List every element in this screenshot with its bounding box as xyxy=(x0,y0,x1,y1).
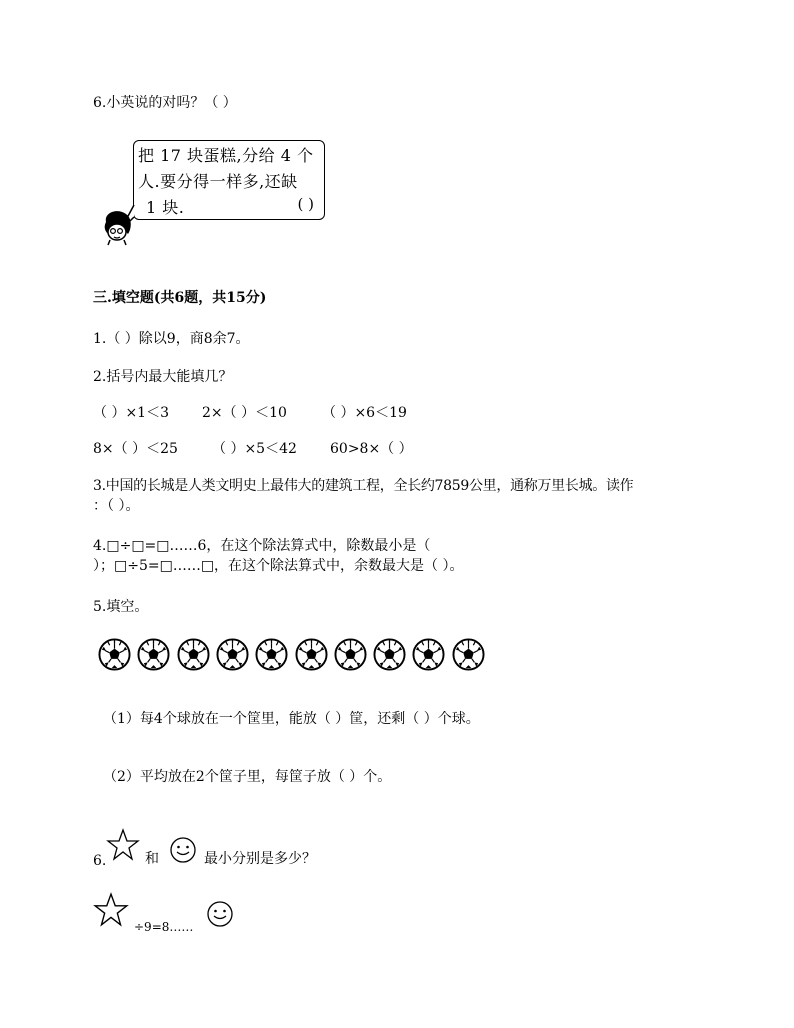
question-6-tail: 最小分别是多少？ xyxy=(204,851,316,867)
question-4-line1: 4.□÷□=□……6，在这个除法算式中，除数最小是（ xyxy=(93,538,431,554)
and-label: 和 xyxy=(145,851,159,867)
question-6-top: 6.小英说的对吗？（ ） xyxy=(93,95,237,111)
girl-icon xyxy=(100,208,136,246)
bubble-line-2: 人.要分得一样多,还缺 xyxy=(138,172,298,191)
bubble-line-1: 把 17 块蛋糕,分给 4 个 xyxy=(138,146,314,165)
question-6-number: 6. xyxy=(93,853,107,869)
q2-row1-item1: （ ）×1＜3 xyxy=(93,405,169,421)
soccer-ball-icon xyxy=(412,638,445,671)
question-5-sub1: （1）每4个球放在一个筐里，能放（ ）筐，还剩（ ）个球。 xyxy=(103,711,480,727)
soccer-ball-icon xyxy=(98,638,131,671)
question-5-stem: 5.填空。 xyxy=(93,599,149,615)
q2-row1-item2: 2×（ ）＜10 xyxy=(202,405,287,421)
question-2-stem: 2.括号内最大能填几？ xyxy=(93,369,233,385)
q2-row2-item2: （ ）×5＜42 xyxy=(212,441,297,457)
question-3-line2: ：（ ）。 xyxy=(93,498,140,514)
star-icon xyxy=(93,892,129,928)
smiley-icon xyxy=(169,836,197,864)
soccer-ball-icon xyxy=(216,638,249,671)
question-5-sub2: （2）平均放在2个筐子里，每筐子放（ ）个。 xyxy=(103,769,392,785)
q2-row1-item3: （ ）×6＜19 xyxy=(322,405,407,421)
soccer-ball-icon xyxy=(255,638,288,671)
question-6-equation: ÷9=8…… xyxy=(134,920,194,934)
bubble-line-3: 1 块. xyxy=(146,198,185,217)
soccer-ball-icon xyxy=(452,638,485,671)
section-3-title: 三.填空题(共6题，共15分) xyxy=(93,290,267,306)
q2-row2-item3: 60>8×（ ） xyxy=(330,441,413,457)
star-icon xyxy=(106,828,140,862)
soccer-ball-icon xyxy=(373,638,406,671)
question-4-line2: ）；□÷5=□……□，在这个除法算式中，余数最大是（ ）。 xyxy=(93,558,464,574)
speech-bubble xyxy=(133,140,325,220)
smiley-icon xyxy=(206,900,234,928)
question-1: 1.（ ）除以9，商8余7。 xyxy=(93,331,250,347)
bubble-answer-blank: ( ) xyxy=(297,195,314,213)
soccer-ball-icon xyxy=(137,638,170,671)
soccer-ball-icon xyxy=(177,638,210,671)
soccer-ball-icon xyxy=(334,638,367,671)
q2-row2-item1: 8×（ ）＜25 xyxy=(93,441,178,457)
question-3-line1: 3.中国的长城是人类文明史上最伟大的建筑工程，全长约7859公里，通称万里长城。读作 xyxy=(93,478,634,494)
soccer-ball-icon xyxy=(295,638,328,671)
